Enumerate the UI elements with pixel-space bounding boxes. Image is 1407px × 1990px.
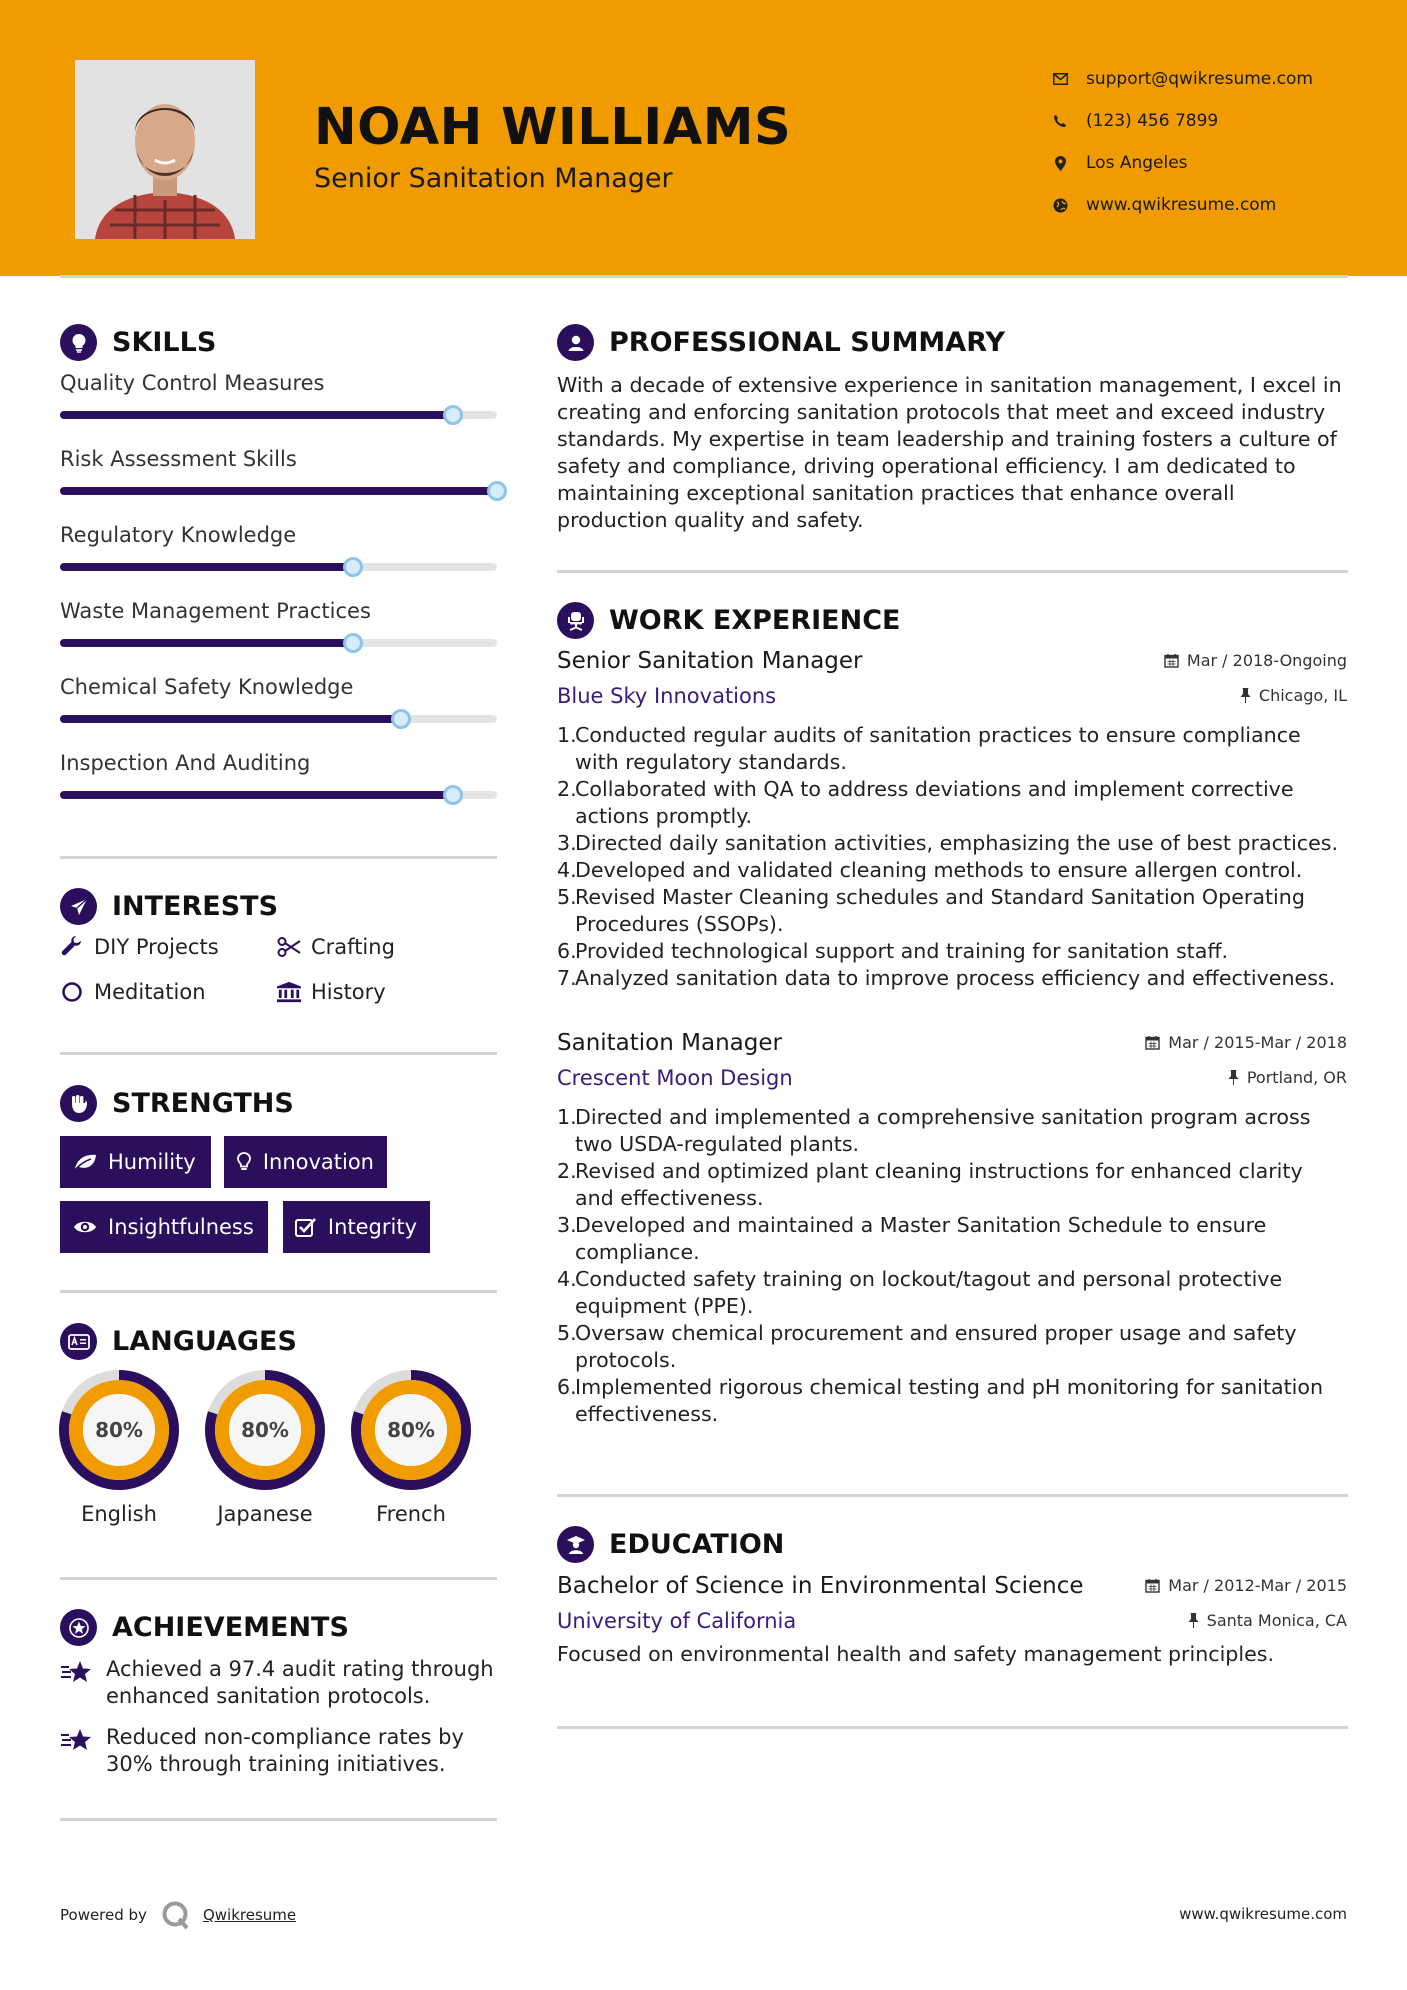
languages-title: LANGUAGES [112, 1326, 297, 1357]
interest-label: History [311, 980, 386, 1004]
languages-heading [60, 1323, 297, 1360]
skill-bar [60, 563, 497, 571]
profile-photo [75, 60, 255, 239]
experience-heading [557, 602, 900, 639]
skill-bar-fill [60, 715, 401, 723]
eye-icon [72, 1219, 98, 1235]
job-dates-text: Mar / 2018-Ongoing [1186, 651, 1347, 670]
job-company: Crescent Moon Design [557, 1066, 793, 1090]
interests-heading [60, 888, 278, 925]
achievements-divider [60, 1818, 497, 1821]
education-dates-text: Mar / 2012-Mar / 2015 [1168, 1576, 1347, 1595]
skill-bar-fill [60, 563, 353, 571]
user-icon [557, 324, 594, 361]
skill-bar [60, 791, 497, 799]
education-school: University of California [557, 1609, 797, 1633]
phone-icon [1050, 114, 1070, 128]
summary-text: With a decade of extensive experience in sanitation management, I excel in creating and enforcing sanitation protocols that meet and exceed industry standards. My expertise in team leadership and training fosters a culture of safety and compliance, driving operational efficiency. I am dedicated to maintaining exceptional sanitation practices that enhance overall production quality and safety. [557, 373, 1342, 532]
leaf-icon [72, 1153, 98, 1171]
strength-insightfulness [60, 1201, 268, 1253]
achievements-title: ACHIEVEMENTS [112, 1612, 349, 1643]
skill-bar-fill [60, 791, 453, 799]
achievement-item [60, 1656, 500, 1710]
achievement-text: Achieved a 97.4 audit rating through enhanced sanitation protocols. [106, 1657, 494, 1708]
interest-crafting [277, 935, 395, 959]
lightbulb-icon [60, 324, 97, 361]
strengths-heading [60, 1085, 294, 1122]
contact-website[interactable] [1050, 184, 1313, 226]
interest-diy-projects [60, 935, 219, 959]
job-role: Senior Sanitation Manager [557, 648, 863, 674]
strength-integrity [283, 1201, 430, 1253]
skill-item [60, 523, 497, 571]
job-subheader [557, 684, 1347, 708]
job-bullet: 2. Revised and optimized plant cleaning instructions for enhanced clarity and effectiveness. [557, 1159, 1303, 1210]
powered-by-text: Powered by [60, 1906, 147, 1924]
education-heading [557, 1526, 784, 1563]
job-bullets [557, 722, 1347, 992]
pushpin-icon [1240, 688, 1251, 703]
skill-name: Inspection And Auditing [60, 751, 311, 775]
pushpin-icon [1228, 1070, 1239, 1085]
shooting-star-icon [60, 1724, 92, 1778]
skill-item [60, 675, 497, 723]
footer-website[interactable]: www.qwikresume.com [1179, 1905, 1347, 1923]
scissors-icon [277, 937, 301, 957]
language-item [57, 1368, 181, 1526]
job-entry [557, 1030, 1347, 1428]
job-entry [557, 648, 1347, 992]
fist-icon [60, 1085, 97, 1122]
skill-item [60, 447, 497, 495]
language-ring [349, 1368, 473, 1492]
job-company: Blue Sky Innovations [557, 684, 777, 708]
job-bullet: 7. Analyzed sanitation data to improve process efficiency and effectiveness. [557, 966, 1336, 990]
resume-header [0, 0, 1407, 276]
lightbulb-icon [236, 1152, 253, 1172]
summary-heading [557, 324, 1005, 361]
skill-bar [60, 411, 497, 419]
skill-name: Quality Control Measures [60, 371, 325, 395]
summary-divider [557, 570, 1348, 573]
education-degree: Bachelor of Science in Environmental Science [557, 1573, 1084, 1599]
contact-phone[interactable] [1050, 100, 1313, 142]
job-subheader [557, 1066, 1347, 1090]
job-bullet: 4. Conducted safety training on lockout/tagout and personal protective equipment (PPE). [557, 1267, 1283, 1318]
job-bullet: 1. Conducted regular audits of sanitation practices to ensure compliance with regulatory standards. [557, 723, 1301, 774]
strength-label: Innovation [262, 1150, 374, 1174]
job-bullet: 4. Developed and validated cleaning methods to ensure allergen control. [557, 858, 1303, 882]
summary-title: PROFESSIONAL SUMMARY [609, 327, 1006, 358]
interest-meditation [60, 980, 206, 1004]
calendar-icon [1145, 1578, 1160, 1593]
header-divider [60, 275, 1348, 278]
strengths-title: STRENGTHS [112, 1088, 294, 1119]
job-bullets [557, 1104, 1347, 1428]
skill-bar-handle [443, 405, 463, 425]
skill-bar-handle [443, 785, 463, 805]
skill-name: Regulatory Knowledge [60, 523, 297, 547]
education-description: Focused on environmental health and safety management principles. [557, 1642, 1275, 1666]
language-ring [203, 1368, 327, 1492]
skills-title: SKILLS [112, 327, 217, 358]
skill-bar-fill [60, 487, 497, 495]
job-dates-text: Mar / 2015-Mar / 2018 [1168, 1033, 1347, 1052]
candidate-name: NOAH WILLIAMS [314, 98, 792, 157]
interest-history [277, 980, 386, 1004]
job-location-text: Chicago, IL [1258, 686, 1347, 705]
language-percent: 80% [387, 1418, 435, 1442]
interest-label: DIY Projects [94, 935, 219, 959]
shooting-star-icon [60, 1656, 92, 1710]
footer-branding [60, 1900, 296, 1930]
contact-location-text: Los Angeles [1086, 153, 1188, 173]
language-percent: 80% [95, 1418, 143, 1442]
contact-list [1050, 58, 1313, 226]
job-bullet: 1. Directed and implemented a comprehensive sanitation program across two USDA-regulated plants. [557, 1105, 1311, 1156]
star-badge-icon [60, 1609, 97, 1646]
experience-divider [557, 1494, 1348, 1497]
job-header [557, 648, 1347, 674]
skill-bar-fill [60, 411, 453, 419]
map-pin-icon [1050, 156, 1070, 171]
envelope-icon [1050, 73, 1070, 85]
language-name: English [81, 1502, 157, 1526]
calendar-icon [1164, 653, 1179, 668]
check-square-icon [295, 1217, 318, 1237]
job-bullet: 6. Provided technological support and training for sanitation staff. [557, 939, 1229, 963]
job-location [1228, 1068, 1347, 1087]
job-bullet: 5. Oversaw chemical procurement and ensured proper usage and safety protocols. [557, 1321, 1297, 1372]
education-divider [557, 1726, 1348, 1729]
education-entry [557, 1573, 1347, 1668]
skill-bar-handle [487, 481, 507, 501]
job-header [557, 1030, 1347, 1056]
language-icon [60, 1323, 97, 1360]
wrench-icon [60, 936, 84, 958]
skill-bar-handle [391, 709, 411, 729]
globe-icon [1050, 198, 1070, 213]
contact-website-text: www.qwikresume.com [1086, 195, 1277, 215]
interest-label: Meditation [94, 980, 206, 1004]
language-name: Japanese [217, 1502, 313, 1526]
job-location [1240, 686, 1347, 705]
skills-divider [60, 856, 497, 859]
interest-label: Crafting [311, 935, 395, 959]
language-item [349, 1368, 473, 1526]
skill-item [60, 751, 497, 799]
skill-bar [60, 639, 497, 647]
paper-plane-icon [60, 888, 97, 925]
skill-bar [60, 487, 497, 495]
skill-bar-handle [343, 633, 363, 653]
bank-icon [277, 981, 301, 1003]
job-bullet: 6. Implemented rigorous chemical testing and pH monitoring for sanitation effectiveness. [557, 1375, 1324, 1426]
skill-name: Waste Management Practices [60, 599, 371, 623]
pushpin-icon [1188, 1613, 1199, 1628]
strengths-divider [60, 1290, 497, 1293]
contact-email-text: support@qwikresume.com [1086, 69, 1313, 89]
skill-bar-handle [343, 557, 363, 577]
language-name: French [376, 1502, 446, 1526]
experience-title: WORK EXPERIENCE [609, 605, 901, 636]
candidate-title: Senior Sanitation Manager [314, 163, 673, 194]
contact-email[interactable] [1050, 58, 1313, 100]
interests-title: INTERESTS [112, 891, 279, 922]
calendar-icon [1145, 1035, 1160, 1050]
job-bullet: 3. Developed and maintained a Master Sanitation Schedule to ensure compliance. [557, 1213, 1267, 1264]
job-location-text: Portland, OR [1246, 1068, 1347, 1087]
contact-phone-text: (123) 456 7899 [1086, 111, 1219, 131]
circle-icon [60, 981, 84, 1003]
education-location-text: Santa Monica, CA [1206, 1611, 1347, 1630]
education-subheader [557, 1609, 1347, 1633]
qwikresume-logo-icon [161, 1900, 191, 1930]
achievement-item [60, 1724, 500, 1778]
skill-bar [60, 715, 497, 723]
office-chair-icon [557, 602, 594, 639]
strength-innovation [224, 1136, 387, 1188]
graduate-icon [557, 1526, 594, 1563]
contact-location [1050, 142, 1313, 184]
interests-divider [60, 1052, 497, 1055]
skill-name: Risk Assessment Skills [60, 447, 297, 471]
skill-bar-fill [60, 639, 353, 647]
qwikresume-link[interactable]: Qwikresume [202, 1906, 297, 1924]
language-item [203, 1368, 327, 1526]
language-percent: 80% [241, 1418, 289, 1442]
job-bullet: 2. Collaborated with QA to address deviations and implement corrective actions promptly. [557, 777, 1294, 828]
achievements-heading [60, 1609, 349, 1646]
language-ring [57, 1368, 181, 1492]
education-title: EDUCATION [609, 1529, 785, 1560]
strength-label: Humility [108, 1150, 196, 1174]
job-bullet: 3. Directed daily sanitation activities, emphasizing the use of best practices. [557, 831, 1339, 855]
job-bullet: 5. Revised Master Cleaning schedules and Standard Sanitation Operating Procedures (SSOPs). [557, 885, 1305, 936]
skill-item [60, 599, 497, 647]
job-role: Sanitation Manager [557, 1030, 782, 1056]
skill-item [60, 371, 497, 419]
job-dates [1164, 651, 1347, 670]
strength-label: Insightfulness [108, 1215, 254, 1239]
strength-label: Integrity [327, 1215, 417, 1239]
achievement-text: Reduced non-compliance rates by 30% through training initiatives. [106, 1725, 464, 1776]
languages-divider [60, 1577, 497, 1580]
education-header [557, 1573, 1347, 1599]
skills-heading [60, 324, 216, 361]
education-dates [1145, 1576, 1347, 1595]
education-location [1188, 1611, 1347, 1630]
job-dates [1145, 1033, 1347, 1052]
strength-humility [60, 1136, 211, 1188]
skill-name: Chemical Safety Knowledge [60, 675, 354, 699]
